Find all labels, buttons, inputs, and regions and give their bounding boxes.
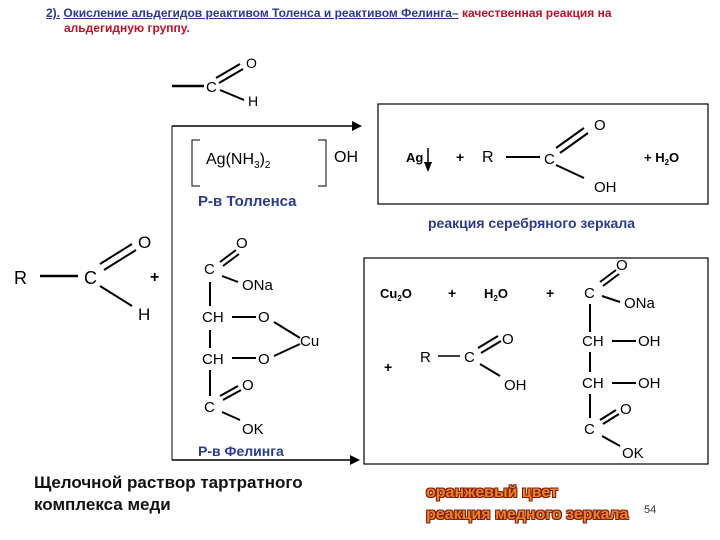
- header-title: Окисление альдегидов реактивом Толенса и реактивом Фелинга–: [63, 6, 459, 20]
- copper-plus2: +: [546, 285, 555, 301]
- acid-oh: OH: [504, 377, 527, 394]
- copper-complex-caption: Щелочной раствор тартратного комплекса меди: [34, 473, 303, 514]
- reactant-o: O: [138, 233, 152, 252]
- header-desc-line2: альдегидную группу.: [64, 21, 190, 35]
- fehling-label: Р-в Фелинга: [198, 443, 284, 459]
- fehling-o2: O: [258, 309, 270, 326]
- fehling-o3: O: [258, 351, 270, 368]
- silver-r: R: [482, 149, 494, 166]
- fehling-ona: ONa: [242, 277, 273, 294]
- tartrate-o2: O: [620, 401, 632, 418]
- silver-o: O: [594, 117, 606, 134]
- tartrate-o1: O: [616, 257, 628, 274]
- fehling-ch1: CH: [202, 309, 224, 326]
- fehling-ok: OK: [242, 421, 264, 438]
- aldehyde-o: O: [246, 55, 257, 71]
- aldehyde-c: C: [206, 79, 217, 96]
- tartrate-oh2: OH: [638, 375, 661, 392]
- silver-c: C: [544, 151, 555, 168]
- acid-r: R: [420, 349, 431, 366]
- copper-plus3: +: [384, 359, 393, 375]
- silver-oh: OH: [594, 179, 617, 196]
- fehling-c2: C: [204, 399, 215, 416]
- tartrate-c2: C: [584, 421, 595, 438]
- tartrate-ch2: CH: [582, 375, 604, 392]
- acid-c: C: [464, 349, 475, 366]
- tollens-oh: OH: [334, 149, 358, 166]
- tollens-complex: $Ag(NH_3)_2$: [206, 151, 271, 171]
- tartrate-ch1: CH: [582, 333, 604, 350]
- copper-h2o: $H_2O$: [484, 286, 508, 303]
- header-number: 2).: [46, 6, 61, 20]
- silver-ag: Ag: [406, 150, 424, 165]
- acid-o: O: [502, 331, 514, 348]
- tollens-label: Р-в Толленса: [198, 193, 297, 210]
- tartrate-c1: C: [584, 285, 595, 302]
- tartrate-ona: ONa: [624, 295, 655, 312]
- silver-mirror-caption: реакция серебряного зеркала: [428, 215, 635, 231]
- orange-color-label: оранжевый цвет: [426, 484, 558, 501]
- fehling-c1: C: [204, 261, 215, 278]
- copper-cu2o: $Cu_2O$: [380, 286, 412, 303]
- reactant-r: R: [14, 268, 27, 288]
- fehling-ch2: CH: [202, 351, 224, 368]
- reactant-c: C: [84, 268, 97, 288]
- fehling-cu: Cu: [300, 333, 320, 350]
- reactant-plus: +: [150, 269, 160, 286]
- page-number: 54: [644, 504, 657, 516]
- reactant-h: H: [138, 305, 151, 324]
- silver-water: + $H_2O$: [644, 150, 680, 167]
- tartrate-oh1: OH: [638, 333, 661, 350]
- fehling-o1: O: [236, 235, 248, 252]
- copper-mirror-label: реакция медного зеркала: [426, 506, 629, 523]
- silver-plus: +: [456, 149, 465, 165]
- aldehyde-h: H: [248, 93, 259, 109]
- header-desc: качественная реакция на: [461, 6, 612, 20]
- fehling-o4: O: [242, 377, 254, 394]
- tartrate-ok: OK: [622, 445, 644, 462]
- copper-plus1: +: [448, 285, 457, 301]
